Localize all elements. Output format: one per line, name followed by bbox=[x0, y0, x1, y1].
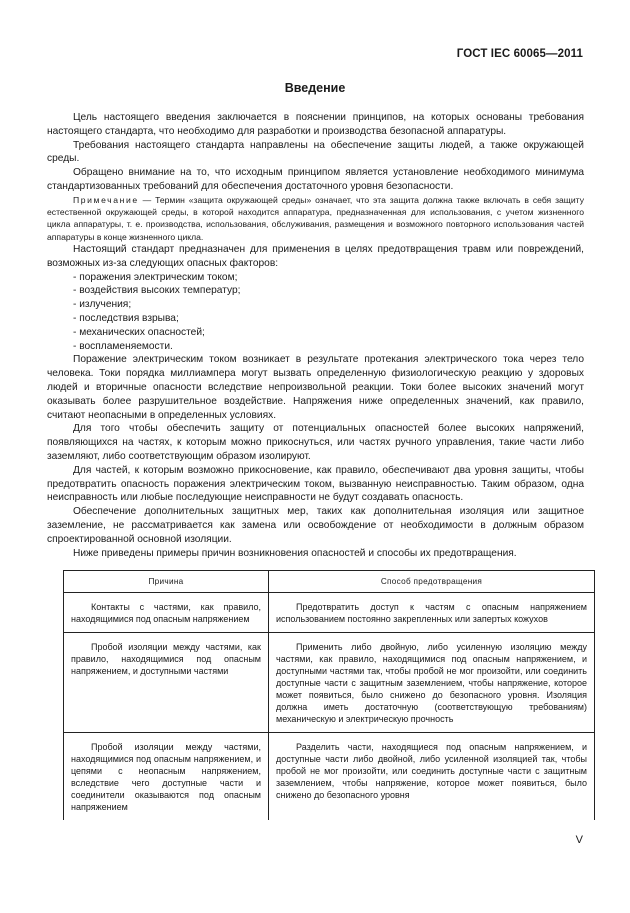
table-cell-cause: Пробой изоляции между частями, как правило, находящимися под опасным напряжением, и доступными частями bbox=[64, 633, 269, 733]
list-item: - воздействия высоких температур; bbox=[73, 285, 241, 297]
note-text: — Термин «защита окружающей среды» означает, что эта защита должна также включать в себя защиту естественной окружающей среды, в которой находится аппаратура, предназначенная для использования, с учетом жизненного цикла аппаратуры, т. е. производства, использования, обслуживания, размещения и возможного повторного использования частей аппаратуры в конце жизненного цикла. bbox=[47, 194, 584, 242]
table-cell-cause: Пробой изоляции между частями, находящимися под опасным напряжением, и цепями с неопасным напряжением, вследствие чего доступные части и соединители оказываются под опасным напряжением bbox=[64, 733, 269, 821]
column-header-cause: Причина bbox=[64, 571, 269, 593]
note bbox=[47, 194, 584, 243]
paragraph: Цель настоящего введения заключается в пояснении принципов, на которых основаны требования настоящего стандарта, что необходимо для разработки и производства безопасной аппаратуры. bbox=[47, 112, 584, 137]
table-cell-prevention: Применить либо двойную, либо усиленную изоляцию между частями, как правило, находящимися под опасным напряжением, и доступными частями так, чтобы пробой не мог произойти, или соединить доступные части с защитным заземлением, чтобы напряжение, которое может появиться, было снижено до безопасного уровня. Изоляция должна иметь достаточную (соответствующую требованиям) механическую и электрическую прочность bbox=[269, 633, 595, 733]
paragraph: Ниже приведены примеры причин возникновения опасностей и способы их предотвращения. bbox=[73, 547, 517, 559]
paragraph: Обеспечение дополнительных защитных мер, таких как дополнительная изоляция или защитное заземление, не рассматривается как замена или освобождение от необходимости в должным образом спроектированной основной изоляции. bbox=[47, 506, 584, 545]
note-lead: Примечание bbox=[73, 194, 139, 205]
paragraph: Поражение электрическим током возникает в результате протекания электрического тока через тело человека. Токи порядка миллиампера могут вызвать определенную физиологическую реакцию у здоровых людей и вторичные опасности вследствие непроизвольной реакции. Токи более высоких значений могут оказывать более разрушительное воздействие. Напряжения ниже определенных значений, как правило, считают неопасными в определенных условиях. bbox=[47, 354, 584, 421]
list-item: - механических опасностей; bbox=[73, 326, 205, 338]
table-header-row bbox=[64, 571, 595, 593]
list-item: - излучения; bbox=[73, 299, 132, 311]
page-number: V bbox=[575, 834, 583, 846]
list-item: - поражения электрическим током; bbox=[73, 271, 238, 283]
table-cell-cause: Контакты с частями, как правило, находящимися под опасным напряжением bbox=[64, 593, 269, 633]
table-row bbox=[64, 733, 595, 821]
document-header: ГОСТ IEC 60065—2011 bbox=[456, 48, 583, 60]
table-row bbox=[64, 593, 595, 633]
table-row bbox=[64, 633, 595, 733]
paragraph: Обращено внимание на то, что исходным принципом является установление необходимого минимума стандартизованных требований для обеспечения достаточного уровня безопасности. bbox=[47, 167, 584, 192]
section-title: Введение bbox=[284, 81, 346, 95]
paragraph: Для того чтобы обеспечить защиту от потенциальных опасностей более высоких напряжений, появляющихся на частях, к которым можно прикоснуться, или частях ручного управления, такие части либо заземляют, либо соответствующим образом изолируют. bbox=[47, 423, 584, 462]
paragraph: Настоящий стандарт предназначен для применения в целях предотвращения травм или повреждений, возможных из-за следующих опасных факторов: bbox=[47, 243, 584, 269]
list-item: - воспламеняемости. bbox=[73, 340, 173, 352]
table-cell-prevention: Разделить части, находящиеся под опасным напряжением, и доступные части либо двойной, либо усиленной изоляцией так, чтобы пробой не мог произойти, или соединить доступные части с защитным заземлением, чтобы напряжение, которое может появиться, было снижено до безопасного уровня bbox=[269, 733, 595, 821]
table-cell-prevention: Предотвратить доступ к частям с опасным напряжением использованием постоянно закрепленных или запертых кожухов bbox=[269, 593, 595, 633]
document-body bbox=[47, 111, 584, 560]
hazard-prevention-table bbox=[63, 570, 595, 820]
hazard-list bbox=[47, 271, 584, 354]
paragraph: Требования настоящего стандарта направлены на обеспечение защиты людей, а также окружающей среды. bbox=[47, 139, 584, 165]
paragraph: Для частей, к которым возможно прикосновение, как правило, обеспечивают два уровня защиты, чтобы предотвратить опасность поражения электрическим током, вызванную неисправностью. Таким образом, одна неисправность или любые последующие неисправности не будут создавать опасность. bbox=[47, 464, 584, 504]
column-header-prevention: Способ предотвращения bbox=[269, 571, 595, 593]
list-item: - последствия взрыва; bbox=[73, 312, 179, 324]
